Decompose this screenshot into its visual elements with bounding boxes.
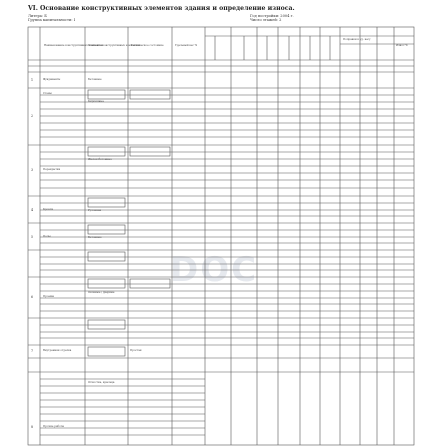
header-name-label: Наименование конструктивных элементов xyxy=(44,44,103,47)
row-2-name: Стены xyxy=(43,92,52,95)
row-5-num: 5 xyxy=(31,235,34,239)
row-6-name: Проемы xyxy=(43,295,55,298)
row-2-desc: Кирпичные xyxy=(88,100,104,103)
header-desc-label: Описание конструктивных элементов xyxy=(88,44,141,47)
row-5-name: Полы xyxy=(43,235,51,238)
row-6-desc: Оконные / дверные xyxy=(88,291,115,294)
header-wear-label: Износ % xyxy=(396,44,408,47)
meta-group: Группа капитальности: I xyxy=(28,18,76,23)
row-5-desc: Бетонные xyxy=(88,236,102,239)
row-1-name: Фундаменты xyxy=(43,78,61,81)
row-4-desc: Рулонная xyxy=(88,209,102,212)
header-state-label: Техническое состояние xyxy=(131,44,164,47)
row-3-desc: Железобетонные xyxy=(88,158,112,161)
row-7-desc: Простая xyxy=(130,349,142,352)
header-corr-label: Поправки к уд. весу xyxy=(343,38,371,41)
row-3-num: 3 xyxy=(31,168,34,172)
row-6-num: 6 xyxy=(31,295,34,299)
document-title: VI. Основание конструктивных элементов здания и определение износа. xyxy=(28,5,295,12)
meta-year: Год постройки: 2004 г. xyxy=(250,14,294,18)
watermark: DOC xyxy=(170,250,259,290)
row-4-name: Кровля xyxy=(43,208,53,211)
row-7-num: 7 xyxy=(31,349,34,353)
row-4-num: 4 xyxy=(31,208,34,212)
meta-litera: Литера: Б xyxy=(28,14,47,18)
meta-floors: Число этажей: 2 xyxy=(250,18,282,23)
row-7-name: Внутренняя отделка xyxy=(43,349,72,352)
row-2-num: 2 xyxy=(31,114,34,118)
row-1-desc: Бетонные xyxy=(88,78,102,81)
outer-frame xyxy=(28,27,414,445)
row-3-name: Перекрытия xyxy=(43,168,61,171)
row-8-num: 8 xyxy=(31,425,34,429)
row-8-name: Прочие работы xyxy=(43,425,65,428)
row-1-num: 1 xyxy=(31,78,34,82)
row-8-desc: Отмостка, крыльца xyxy=(88,381,115,384)
header-weight-label: Удельный вес % xyxy=(175,44,198,47)
